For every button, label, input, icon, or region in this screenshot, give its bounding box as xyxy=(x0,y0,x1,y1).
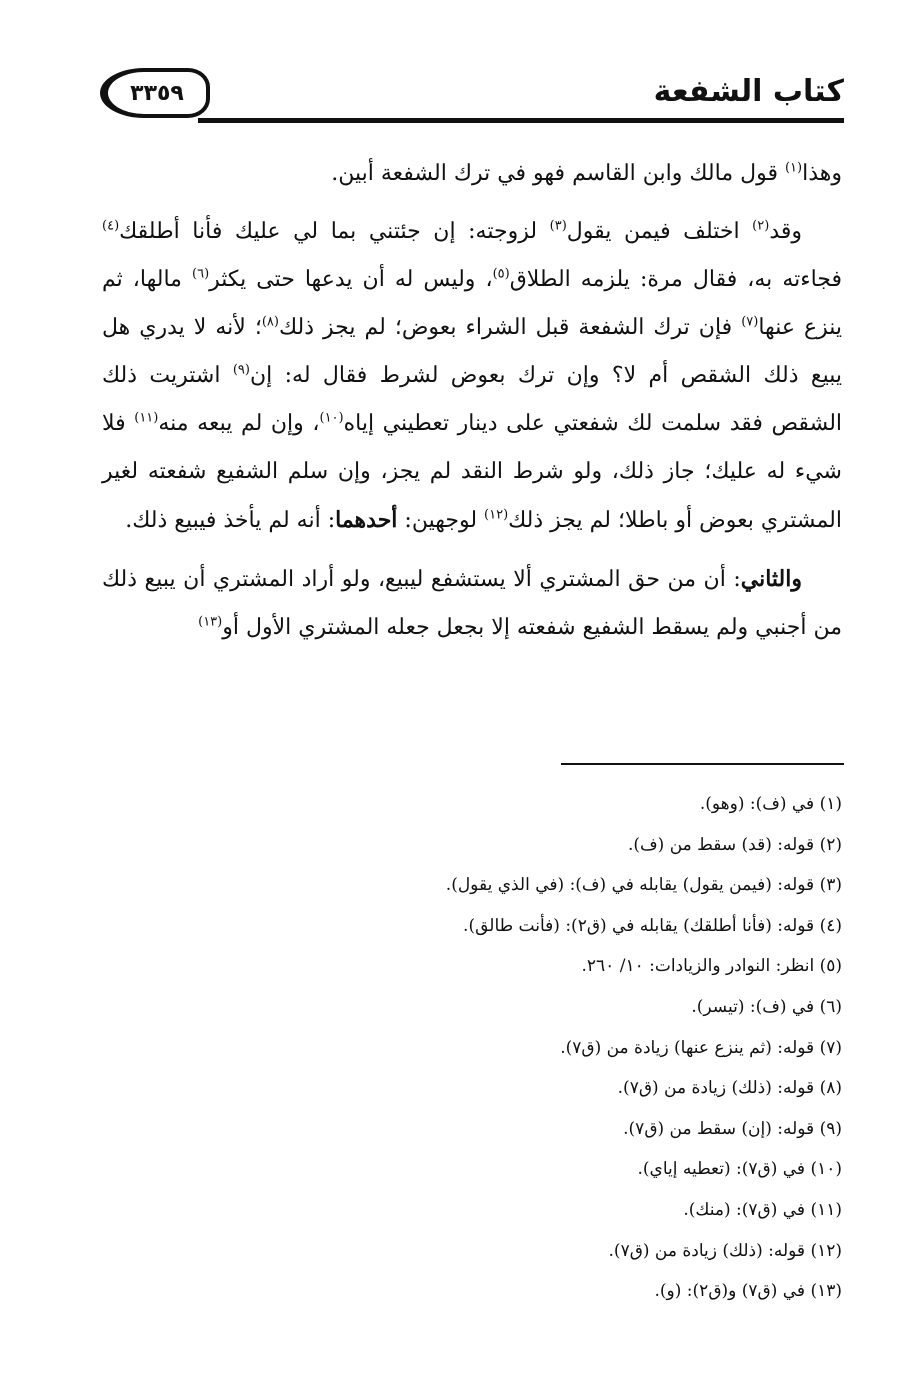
footnote-ref: (٦) xyxy=(192,266,210,282)
footnote-ref: (١٣) xyxy=(198,614,223,630)
footnote-ref: (٩) xyxy=(232,362,250,378)
text-run: لزوجته: إن جئتني بما لي عليك فأنا أطلقك xyxy=(119,219,550,244)
footnote: (٩) قوله: (إن) سقط من (ق٧). xyxy=(623,1118,842,1139)
text-run: : أن من حق المشتري ألا يستشفع ليبيع، ولو أراد المشتري أن يبيع ذلك من أجنبي ولم يسقط الشفيع شفعته إلا بجعل جعله المشتري الأول أو xyxy=(102,567,842,640)
bold-term: والثاني xyxy=(740,566,802,592)
main-text xyxy=(102,150,842,662)
footnote-ref: (٣) xyxy=(549,218,567,234)
footnote: (٦) في (ف): (تيسر). xyxy=(691,996,842,1017)
text-run: وقد xyxy=(769,219,803,244)
page-header xyxy=(100,62,844,128)
footnote: (٧) قوله: (ثم ينزع عنها) زيادة من (ق٧). xyxy=(560,1037,842,1058)
text-run: اختلف فيمن يقول xyxy=(566,219,753,244)
footnote: (١٢) قوله: (ذلك) زيادة من (ق٧). xyxy=(608,1240,842,1261)
text-run: ؛ لأنه لا يدري هل يبيع ذلك الشقص أم لا؟ وإن ترك بعوض لشرط فقال له: إن xyxy=(102,315,843,388)
header-rule xyxy=(198,118,844,123)
text-run: فإن ترك الشفعة قبل الشراء بعوض؛ لم يجز ذلك xyxy=(278,315,742,340)
paragraph-1 xyxy=(102,150,842,198)
text-run: وهذا xyxy=(802,161,842,186)
footnote-divider xyxy=(561,763,844,765)
text-run: : أنه لم يأخذ فيبيع ذلك. xyxy=(125,508,336,533)
footnote-ref: (٨) xyxy=(261,314,279,330)
text-run: فلا شيء له عليك؛ جاز ذلك، ولو شرط النقد لم يجز، وإن سلم الشفيع شفعته لغير المشتري بعوض أو باطلا؛ لم يجز ذلك xyxy=(102,411,842,533)
footnote: (٣) قوله: (فيمن يقول) يقابله في (ف): (في الذي يقول). xyxy=(445,875,842,896)
paragraph-3 xyxy=(102,555,842,652)
footnote-ref: (٢) xyxy=(752,218,770,234)
text-run: مالها، ثم ينزع عنها xyxy=(102,267,842,340)
footnote: (٨) قوله: (ذلك) زيادة من (ق٧). xyxy=(617,1078,842,1099)
footnote-ref: (٧) xyxy=(741,314,759,330)
footnote-ref: (١٢) xyxy=(484,507,509,523)
text-run: ، وإن لم يبعه منه xyxy=(158,411,320,436)
footnote-ref: (٤) xyxy=(102,218,120,234)
text-run: فجاءته به، فقال مرة: يلزمه الطلاق xyxy=(509,267,843,292)
text-run: لوجهين: xyxy=(397,508,485,533)
footnote: (١٣) في (ق٧) و(ق٢): (و). xyxy=(654,1281,842,1302)
footnotes-list xyxy=(102,784,842,1312)
footnote-ref: (٥) xyxy=(492,266,510,282)
text-run: اشتريت ذلك الشقص فقد سلمت لك شفعتي على دينار تعطيني إياه xyxy=(102,363,843,436)
book-title: كتاب الشفعة xyxy=(653,74,844,109)
footnote: (٤) قوله: (فأنا أطلقك) يقابله في (ق٢): (فأنت طالق). xyxy=(463,915,842,936)
paragraph-2 xyxy=(102,208,842,545)
page-number: ٣٣٥٩ xyxy=(130,80,184,106)
footnote-ref: (١٠) xyxy=(319,410,344,426)
text-run: قول مالك وابن القاسم فهو في ترك الشفعة أبين. xyxy=(331,161,785,186)
footnote: (٢) قوله: (قد) سقط من (ف). xyxy=(628,834,842,855)
footnote: (٥) انظر: النوادر والزيادات: ١٠/ ٢٦٠. xyxy=(581,956,842,977)
page-number-badge xyxy=(100,68,210,118)
footnote: (١٠) في (ق٧): (تعطيه إياي). xyxy=(637,1159,842,1180)
footnote-ref: (١) xyxy=(784,160,803,176)
footnote: (١) في (ف): (وهو). xyxy=(699,794,842,814)
footnote: (١١) في (ق٧): (منك). xyxy=(683,1199,842,1220)
text-run: ، وليس له أن يدعها حتى يكثر xyxy=(209,267,493,292)
bold-term: أحدهما xyxy=(335,507,398,533)
footnote-ref: (١١) xyxy=(134,410,159,426)
